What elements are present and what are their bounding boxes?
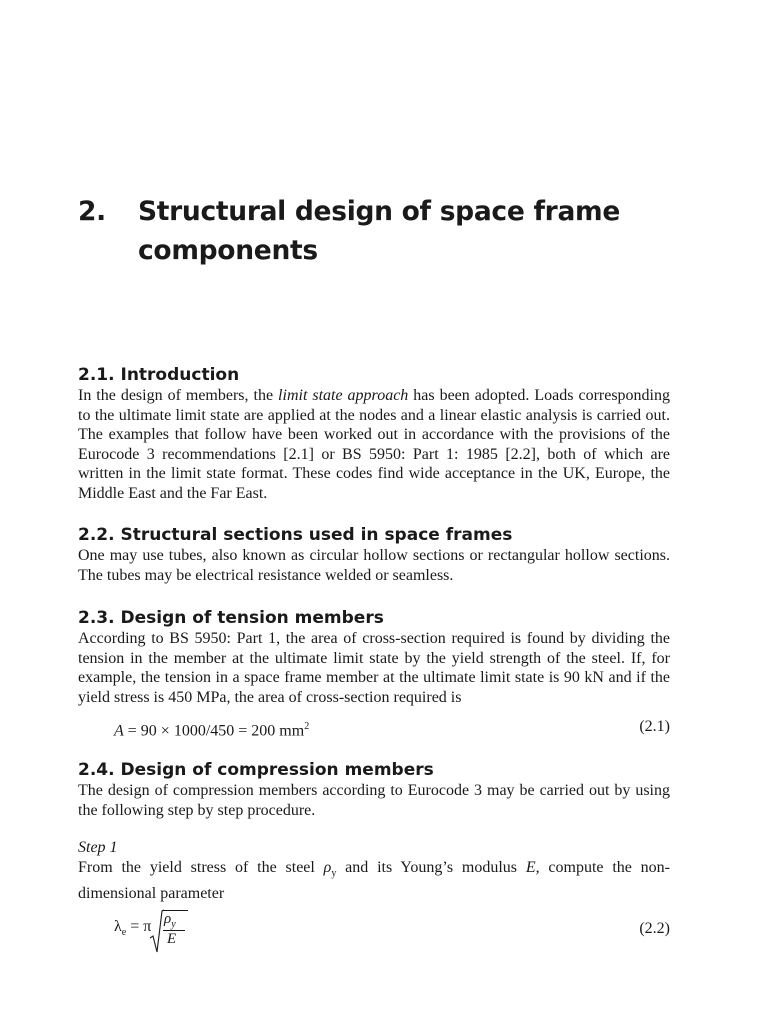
equation-2-1-expression	[114, 716, 309, 742]
fraction-denominator: E	[167, 931, 177, 947]
text-run: and its Young’s modulus	[336, 859, 526, 876]
rho-symbol: ρ	[164, 911, 172, 927]
section-2-2-paragraph: One may use tubes, also known as circular hollow sections or rectangular hollow sections. The tubes may be electrical resistance welded or seamless.	[78, 547, 670, 584]
equation-body: = 90 × 1000/450 = 200 mm	[123, 722, 305, 740]
section-2-3-paragraph: According to BS 5950: Part 1, the area of cross-section required is found by dividing the tension in the member at the ultimate limit state by the yield strength of the steel. If, for example, the tension in a space frame member at the ultimate limit state is 90 kN and if the yield stress is 450 MPa, the area of cross-section required is	[78, 630, 670, 706]
equals-pi: = π	[126, 918, 152, 935]
rho-subscript: y	[331, 868, 337, 880]
text-run: , compute the non-dimensional parameter	[78, 859, 671, 902]
chapter-heading	[78, 192, 698, 270]
equation-2-1	[114, 716, 670, 738]
text-run: From the yield stress of the steel	[78, 859, 324, 876]
equation-superscript: 2	[304, 721, 310, 732]
rho-symbol: ρ	[323, 859, 332, 876]
equation-variable: A	[114, 722, 124, 740]
equation-2-2-lhs	[114, 918, 151, 938]
rho-subscript: y	[171, 919, 176, 930]
equation-number: (2.2)	[639, 920, 670, 937]
lambda-subscript: e	[121, 927, 127, 939]
step-1-paragraph	[78, 858, 670, 903]
section-heading-2-4: 2.4. Design of compression members	[78, 760, 434, 780]
text-run: In the design of members, the	[78, 387, 279, 404]
equation-2-2	[114, 904, 670, 954]
section-2-1-paragraph	[78, 386, 670, 504]
chapter-number: 2.	[78, 196, 106, 227]
lambda-symbol: λ	[114, 918, 122, 935]
section-heading-2-1: 2.1. Introduction	[78, 365, 240, 385]
step-label: Step 1	[78, 839, 118, 856]
section-heading-2-3: 2.3. Design of tension members	[78, 608, 384, 628]
equation-number: (2.1)	[639, 718, 670, 735]
chapter-title: Structural design of space frame components	[138, 196, 621, 266]
emphasis-text: limit state approach	[278, 387, 409, 404]
section-2-4-paragraph: The design of compression members according to Eurocode 3 may be carried out by using the following step by step procedure.	[78, 782, 670, 819]
section-heading-2-2: 2.2. Structural sections used in space frames	[78, 525, 513, 545]
fraction-numerator	[164, 911, 176, 930]
youngs-modulus-symbol: E	[525, 859, 536, 876]
text-run: has been adopted. Loads corresponding to the ultimate limit state are applied at the nodes and a linear elastic analysis is carried out. The examples that follow have been worked out in accordance with the provisions of the Eurocode 3 recommendations [2.1] or BS 5950: Part 1: 1985 [2.2], both of which are written in the limit state format. These codes find wide acceptance in the UK, Europe, the Middle East and the Far East.	[78, 387, 671, 502]
